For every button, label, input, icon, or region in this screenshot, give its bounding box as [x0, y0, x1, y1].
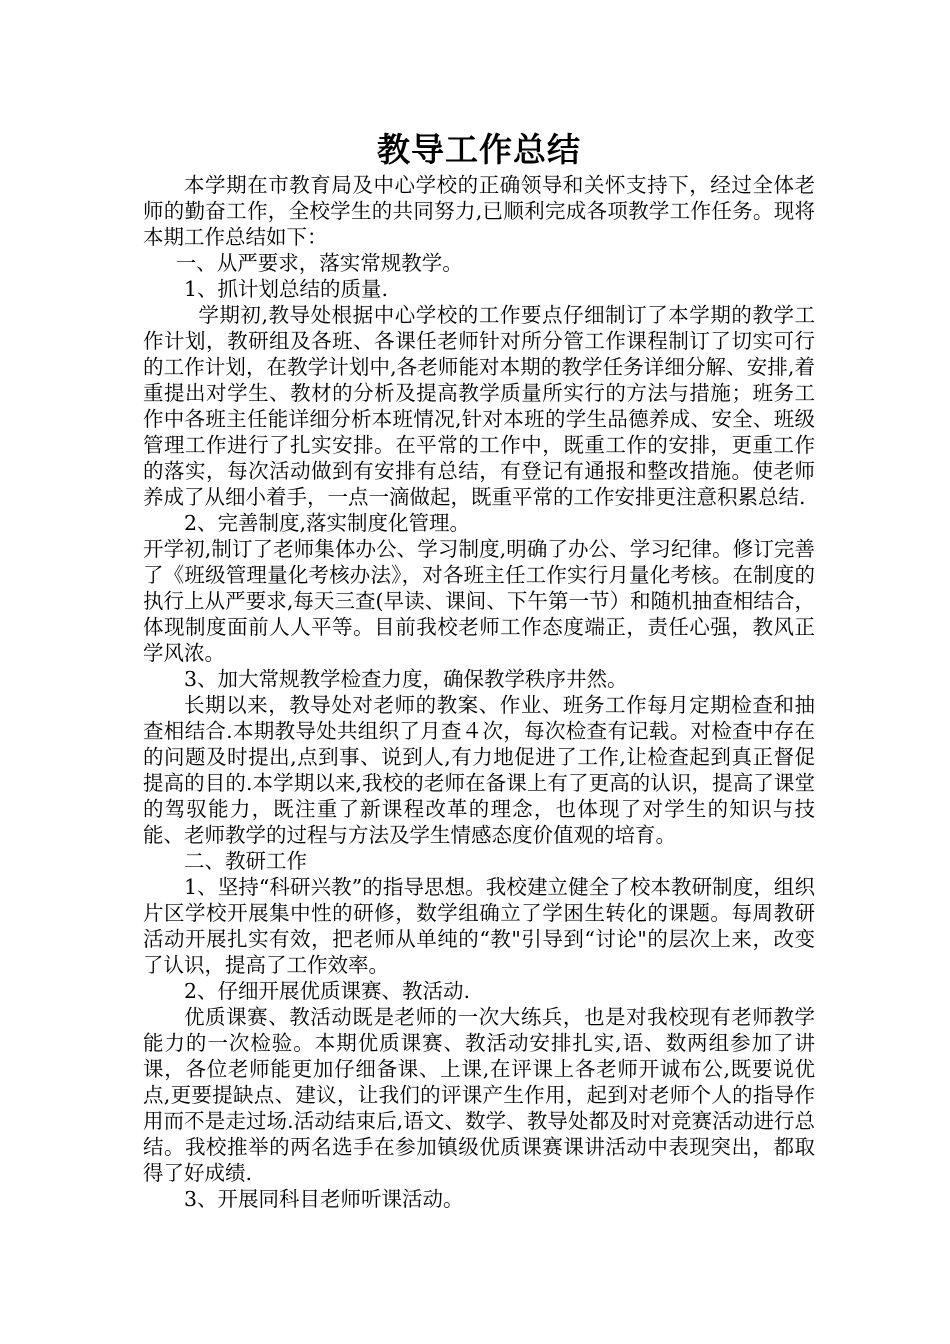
paragraph-2-2: 优质课赛、教活动既是老师的一次大练兵，也是对我校现有老师教学能力的一次检验。本期优质课赛、教活动安排扎实,语、数两组参加了讲课，各位老师能更加仔细备课、上课,在评课上各老师开诚布公,既要说优点,更要提缺点、建议，让我们的评课产生作用，起到对老师个人的指导作用而不是走过场.活动结束后,语文、数学、教导处都及时对竞赛活动进行总结。我校推举的两名选手在参加镇级优质课赛课讲活动中表现突出，都取得了好成绩.: [143, 1005, 815, 1185]
paragraph-2-1: 1、坚持“科研兴教”的指导思想。我校建立健全了校本教研制度，组织片区学校开展集中性的研修，数学组确立了学困生转化的课题。每周教研活动开展扎实有效，把老师从单纯的“教"引导到“讨论"的层次上来，改变了认识，提高了工作效率。: [143, 875, 815, 977]
paragraph-1-3: 长期以来，教导处对老师的教案、作业、班务工作每月定期检查和抽查相结合.本期教导处共组织了月查４次，每次检查有记载。对检查中存在的问题及时提出,点到事、说到人,有力地促进了工作,让检查起到真正督促提高的目的.本学期以来,我校的老师在备课上有了更高的认识，提高了课堂的驾驭能力，既注重了新课程改革的理念，也体现了对学生的知识与技能、老师教学的过程与方法及学生情感态度价值观的培育。: [143, 693, 815, 847]
intro-paragraph: 本学期在市教育局及中心学校的正确领导和关怀支持下，经过全体老师的勤奋工作，全校学生的共同努力,已顺利完成各项教学工作任务。现将本期工作总结如下：: [143, 173, 815, 249]
paragraph-1-1: 学期初,教导处根据中心学校的工作要点仔细制订了本学期的教学工作计划，教研组及各班、各课任老师针对所分管工作课程制订了切实可行的工作计划，在教学计划中,各老师能对本期的教学任务详细分解、安排,着重提出对学生、教材的分析及提高教学质量所实行的方法与措施；班务工作中各班主任能详细分析本班情况,针对本班的学生品德养成、安全、班级管理工作进行了扎实安排。在平常的工作中，既重工作的安排，更重工作的落实，每次活动做到有安排有总结，有登记有通报和整改措施。使老师养成了从细小着手，一点一滴做起，既重平常的工作安排更注意积累总结.: [143, 303, 815, 509]
section-heading-2: 二、教研工作: [184, 849, 307, 873]
document-title: 教导工作总结: [377, 130, 581, 169]
document-page: [143, 128, 815, 1212]
section-heading-1: 一、从严要求，落实常规教学。: [175, 251, 463, 275]
subsection-heading-2-2: 2、仔细开展优质课赛、教活动.: [184, 979, 471, 1003]
subsection-heading-1-1: 1、抓计划总结的质量.: [184, 277, 389, 301]
subsection-heading-2-3: 3、开展同科目老师听课活动。: [184, 1187, 464, 1211]
subsection-heading-1-2: 2、完善制度,落实制度化管理。: [184, 511, 471, 535]
subsection-heading-1-3: 3、加大常规教学检查力度，确保教学秩序井然。: [184, 667, 628, 691]
paragraph-1-2: 开学初,制订了老师集体办公、学习制度,明确了办公、学习纪律。修订完善了《班级管理量化考核办法》，对各班主任工作实行月量化考核。在制度的执行上从严要求,每天三查(早读、课间、下午第一节）和随机抽查相结合，体现制度面前人人平等。目前我校老师工作态度端正，责任心强，教风正学风浓。: [143, 537, 815, 665]
